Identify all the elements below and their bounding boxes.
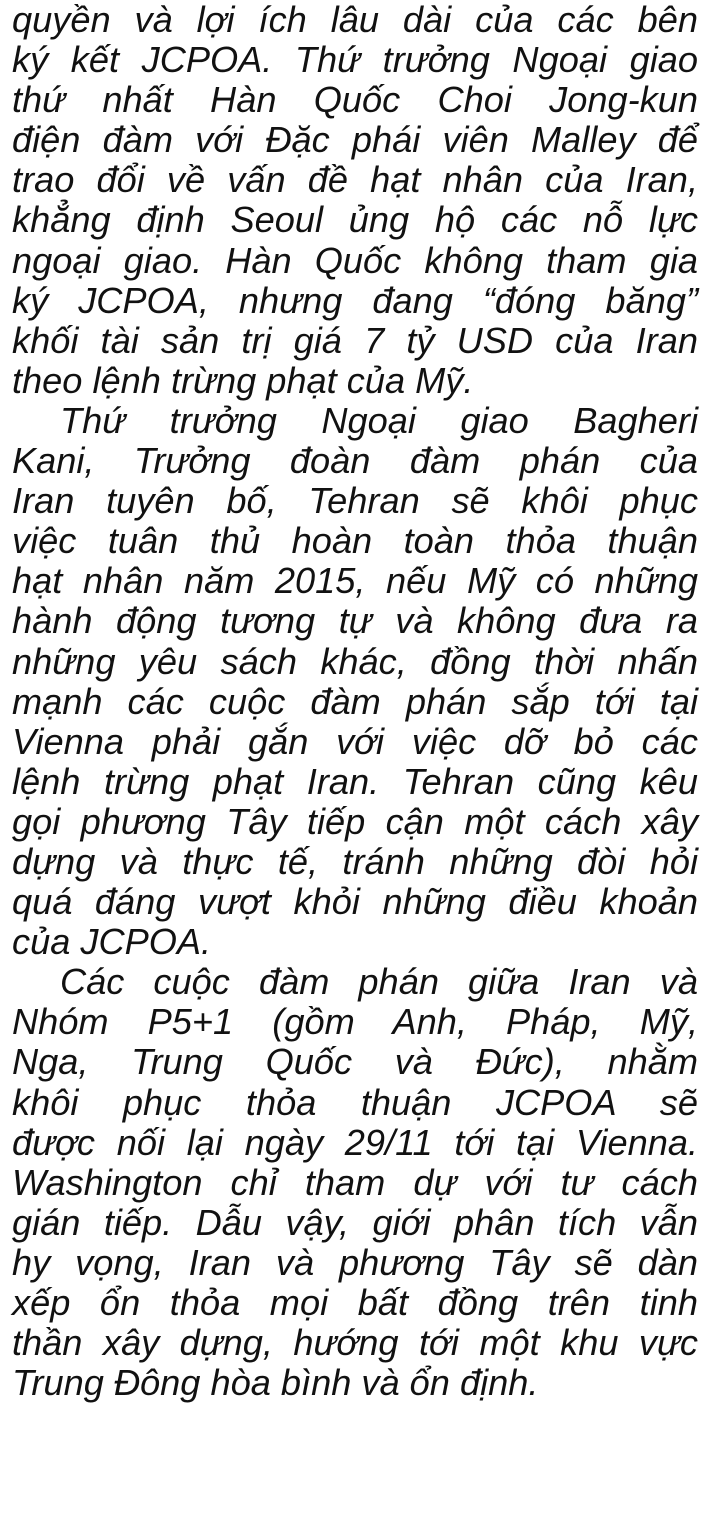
text-line: Nga, Trung Quốc và Đức), nhằm — [12, 1041, 698, 1083]
text-line: dựng và thực tế, tránh những đòi hỏi — [12, 840, 698, 882]
text-line: Thứ trưởng Ngoại giao Bagheri — [60, 399, 698, 441]
text-line: hành động tương tự và không đưa ra — [12, 600, 698, 642]
text-line: Kani, Trưởng đoàn đàm phán của — [12, 440, 698, 482]
text-line: hy vọng, Iran và phương Tây sẽ dàn — [12, 1241, 698, 1283]
text-line: Washington chỉ tham dự với tư cách — [12, 1161, 698, 1203]
text-line: những yêu sách khác, đồng thời nhấn — [12, 640, 698, 682]
paragraph-1 — [12, 0, 698, 401]
text-line: gọi phương Tây tiếp cận một cách xây — [12, 800, 698, 842]
paragraph-2 — [12, 401, 698, 962]
text-line: Nhóm P5+1 (gồm Anh, Pháp, Mỹ, — [12, 1001, 698, 1043]
text-line: hạt nhân năm 2015, nếu Mỹ có những — [12, 560, 698, 602]
text-line: ký JCPOA, nhưng đang “đóng băng” — [12, 279, 698, 321]
text-line: xếp ổn thỏa mọi bất đồng trên tinh — [12, 1282, 698, 1323]
text-line: của JCPOA. — [12, 921, 212, 963]
text-line: Các cuộc đàm phán giữa Iran và — [60, 961, 698, 1003]
text-line: theo lệnh trừng phạt của Mỹ. — [12, 359, 474, 401]
text-line: quá đáng vượt khỏi những điều khoản — [12, 881, 698, 923]
text-line: ký kết JCPOA. Thứ trưởng Ngoại giao — [12, 39, 698, 81]
text-line: việc tuân thủ hoàn toàn thỏa thuận — [12, 520, 698, 562]
text-line: khẳng định Seoul ủng hộ các nỗ lực — [12, 199, 698, 241]
text-line: Vienna phải gắn với việc dỡ bỏ các — [12, 720, 698, 762]
article-column — [12, 0, 698, 1403]
text-line: điện đàm với Đặc phái viên Malley để — [12, 119, 698, 161]
text-line: khối tài sản trị giá 7 tỷ USD của Iran — [12, 319, 698, 361]
text-line: thứ nhất Hàn Quốc Choi Jong-kun — [12, 79, 698, 121]
text-line: ngoại giao. Hàn Quốc không tham gia — [12, 239, 698, 281]
text-line: thần xây dựng, hướng tới một khu vực — [12, 1322, 698, 1364]
text-line: khôi phục thỏa thuận JCPOA sẽ — [12, 1081, 698, 1123]
text-line: quyền và lợi ích lâu dài của các bên — [12, 0, 698, 40]
text-line: Iran tuyên bố, Tehran sẽ khôi phục — [12, 480, 698, 522]
text-line: mạnh các cuộc đàm phán sắp tới tại — [12, 680, 698, 722]
text-line: Trung Đông hòa bình và ổn định. — [12, 1362, 539, 1404]
text-line: trao đổi về vấn đề hạt nhân của Iran, — [12, 159, 698, 201]
text-line: được nối lại ngày 29/11 tới tại Vienna. — [12, 1121, 698, 1163]
text-line: lệnh trừng phạt Iran. Tehran cũng kêu — [12, 760, 698, 802]
text-line: gián tiếp. Dẫu vậy, giới phân tích vẫn — [12, 1201, 698, 1243]
paragraph-3 — [12, 962, 698, 1403]
